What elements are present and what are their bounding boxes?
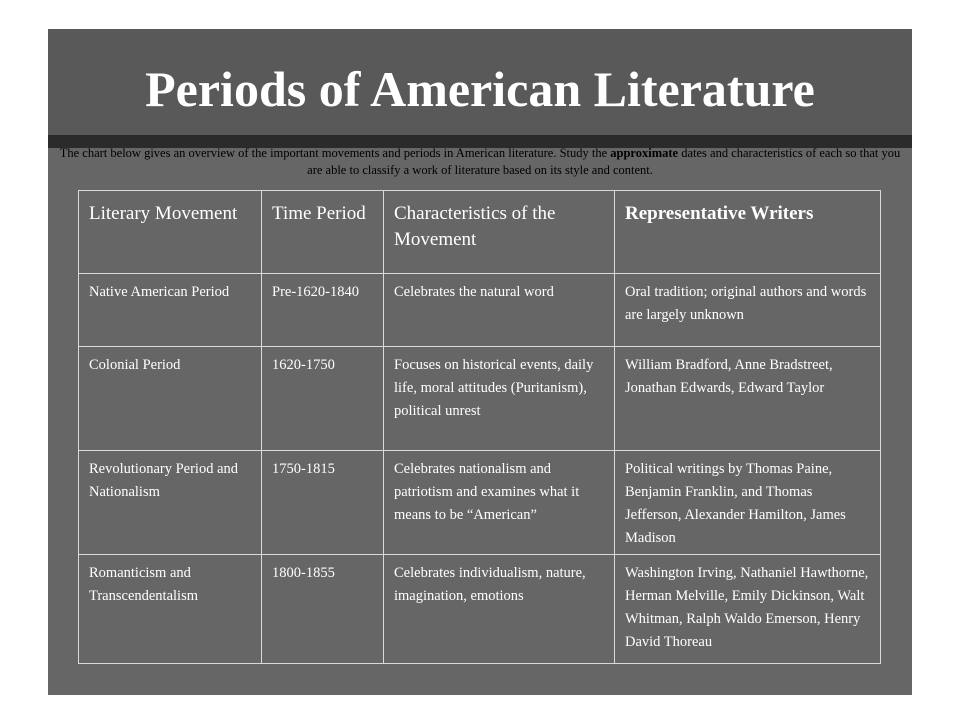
cell-period: Pre-1620-1840 [262,274,384,347]
cell-period: 1800-1855 [262,555,384,664]
table-header-row [79,191,881,274]
cell-writers: Oral tradition; original authors and words are largely unknown [615,274,881,347]
header-representative-writers: Representative Writers [615,191,881,274]
cell-writers: William Bradford, Anne Bradstreet, Jonathan Edwards, Edward Taylor [615,347,881,451]
cell-movement: Native American Period [79,274,262,347]
header-time-period: Time Period [262,191,384,274]
cell-characteristics: Focuses on historical events, daily life, moral attitudes (Puritanism), political unrest [384,347,615,451]
cell-period: 1620-1750 [262,347,384,451]
intro-text-emphasis: approximate [610,146,679,160]
table-row [79,347,881,451]
cell-movement: Romanticism and Transcendentalism [79,555,262,664]
cell-writers: Political writings by Thomas Paine, Benjamin Franklin, and Thomas Jefferson, Alexander Hamilton, James Madison [615,451,881,555]
slide-title: Periods of American Literature [145,61,815,117]
cell-characteristics: Celebrates the natural word [384,274,615,347]
table-row [79,555,881,664]
table-row [79,451,881,555]
cell-characteristics: Celebrates nationalism and patriotism and examines what it means to be “American” [384,451,615,555]
cell-movement: Colonial Period [79,347,262,451]
intro-text-part2: dates and characteristics of each so that you are able to classify a work of literature based on its style and content. [307,146,901,177]
slide [48,29,912,695]
table-row [79,274,881,347]
literature-table [78,190,881,664]
cell-period: 1750-1815 [262,451,384,555]
intro-text [56,145,904,179]
cell-writers: Washington Irving, Nathaniel Hawthorne, Herman Melville, Emily Dickinson, Walt Whitman, Ralph Waldo Emerson, Henry David Thoreau [615,555,881,664]
cell-characteristics: Celebrates individualism, nature, imagination, emotions [384,555,615,664]
header-literary-movement: Literary Movement [79,191,262,274]
cell-movement: Revolutionary Period and Nationalism [79,451,262,555]
header-characteristics: Characteristics of the Movement [384,191,615,274]
intro-text-part1: The chart below gives an overview of the important movements and periods in American literature. Study the [59,146,611,160]
